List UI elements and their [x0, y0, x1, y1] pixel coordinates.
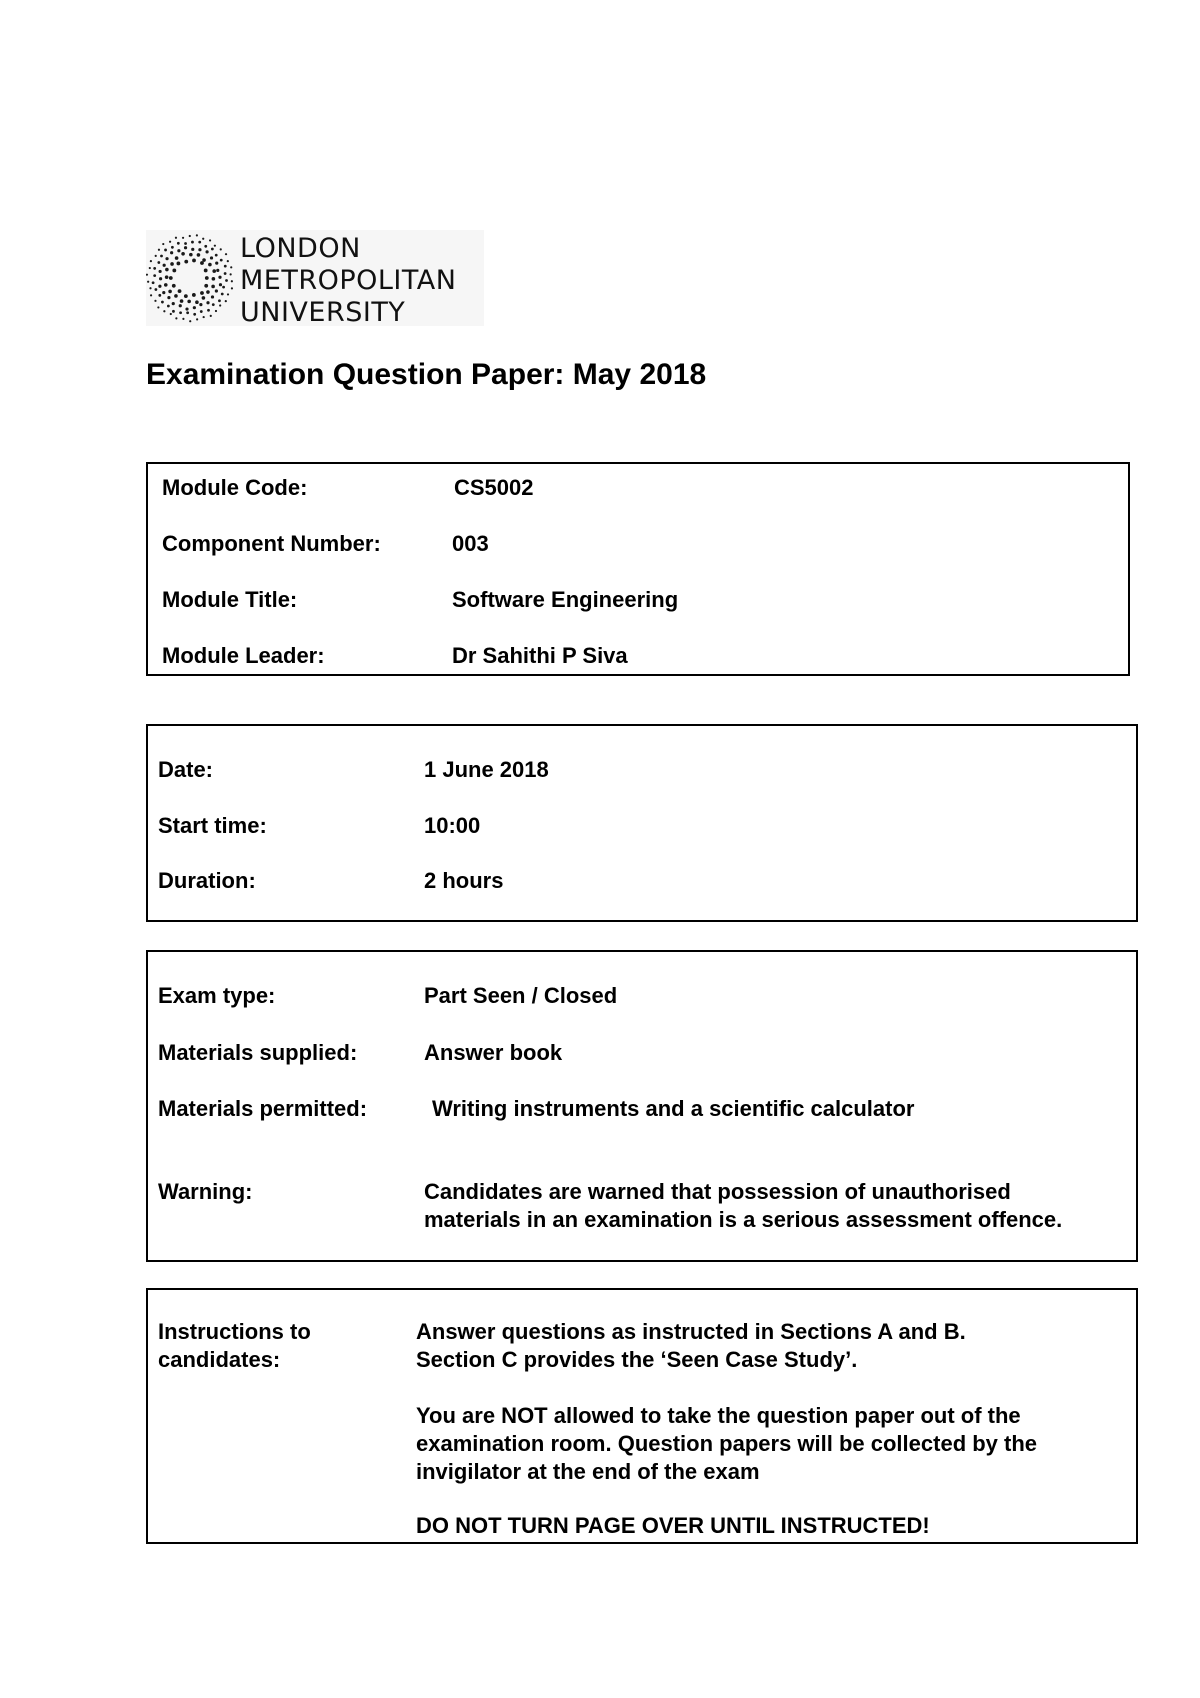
logo-dot: [159, 277, 162, 280]
instructions-paragraph-2: [416, 1402, 1126, 1486]
logo-dot: [204, 269, 208, 273]
schedule-box: [146, 724, 1138, 922]
logo-dot: [218, 299, 221, 302]
logo-dot: [220, 248, 222, 250]
logo-dot: [211, 285, 215, 289]
logo-dot: [177, 242, 180, 245]
logo-dot: [224, 265, 227, 268]
logo-dot: [212, 303, 215, 306]
logo-dot: [157, 261, 160, 264]
logo-dot: [182, 318, 184, 320]
logo-dot: [153, 267, 156, 270]
logo-dot: [149, 267, 151, 269]
instructions-label-line-1: Instructions to: [158, 1319, 311, 1344]
instructions-p2-line-3: invigilator at the end of the exam: [416, 1459, 760, 1484]
logo-dot: [215, 310, 217, 312]
logo-dot: [154, 288, 157, 291]
logo-dot: [218, 276, 221, 279]
logo-dot: [147, 281, 149, 283]
logo-dot: [177, 249, 180, 252]
logo-dot: [175, 256, 179, 260]
logo-dot: [222, 286, 225, 289]
logo-dot: [220, 259, 223, 262]
logo-dot: [178, 289, 182, 293]
date-label: Date:: [158, 757, 214, 782]
instructions-p2-line-2: examination room. Question papers will be collected by the: [416, 1431, 1038, 1456]
instructions-label-line-2: candidates:: [158, 1347, 281, 1372]
logo-dot: [192, 293, 196, 297]
logo-dot: [219, 283, 222, 286]
logo-dot: [230, 266, 232, 268]
logo-dot: [205, 276, 209, 280]
logo-dot: [197, 253, 201, 257]
module-code-value: CS5002: [454, 475, 534, 500]
logo-dot: [215, 289, 218, 292]
logo-dot: [161, 301, 164, 304]
logo-dot: [174, 294, 178, 298]
exam-type-value: Part Seen / Closed: [424, 983, 618, 1008]
logo-dot: [184, 260, 188, 264]
logo-dot: [200, 291, 204, 295]
module-info-box: [146, 462, 1130, 676]
logo-dot: [189, 320, 191, 322]
logo-dot: [187, 300, 191, 304]
start-time-value: 10:00: [424, 813, 481, 838]
logo-dot: [171, 246, 174, 249]
logo-dot: [221, 293, 224, 296]
logo-dot: [150, 260, 152, 262]
logo-dot: [203, 316, 205, 318]
logo-dot: [231, 287, 233, 289]
logo-dot: [172, 302, 175, 305]
logo-dot: [210, 315, 212, 317]
logo-dot: [215, 262, 218, 265]
logo-dot: [185, 307, 188, 310]
logo-dot: [146, 274, 148, 276]
logo-dot: [192, 259, 196, 263]
instructions-p2-line-1: You are NOT allowed to take the question paper out of the: [416, 1403, 1021, 1428]
logo-wordmark: [240, 233, 456, 329]
logo-line-2: METROPOLITAN: [240, 265, 457, 296]
logo-dot: [225, 279, 228, 282]
logo-dot: [207, 309, 210, 312]
logo-dot: [165, 268, 169, 272]
logo-dot: [158, 249, 160, 251]
dotted-circle-logo-icon: [146, 230, 236, 326]
logo-dot: [196, 234, 198, 236]
logo-dot: [193, 313, 196, 316]
logo-dot: [172, 269, 176, 273]
logo-dot: [230, 273, 232, 275]
materials-supplied-value: Answer book: [424, 1040, 563, 1065]
logo-dot: [212, 269, 216, 273]
logo-dot: [206, 290, 210, 294]
logo-dot: [172, 284, 176, 288]
logo-dot: [212, 277, 216, 281]
logo-dot: [191, 241, 194, 244]
logo-dot: [155, 255, 157, 257]
logo-dot: [172, 310, 175, 313]
module-leader-label: Module Leader:: [162, 643, 325, 668]
logo-dot: [208, 263, 212, 267]
instructions-label: [158, 1318, 388, 1374]
logo-dot: [169, 241, 171, 243]
logo-dot: [216, 269, 219, 272]
logo-dot: [158, 294, 161, 297]
logo-dot: [159, 270, 162, 273]
logo-dot: [150, 294, 152, 296]
logo-dot: [219, 304, 221, 306]
start-time-label: Start time:: [158, 813, 267, 838]
logo-dot: [211, 248, 214, 251]
materials-permitted-value: Writing instruments and a scientific calculator: [432, 1096, 915, 1121]
warning-text: Candidates are warned that possession of unauthorised materials in an examination is a serious assessment offence.: [424, 1179, 1063, 1232]
logo-dot: [224, 272, 227, 275]
logo-dot: [184, 294, 188, 298]
logo-dot: [199, 303, 202, 306]
logo-dot: [231, 280, 233, 282]
logo-dot: [158, 285, 161, 288]
logo-dot: [186, 311, 189, 314]
logo-dot: [167, 296, 170, 299]
logo-dot: [202, 238, 204, 240]
logo-dot: [215, 254, 218, 257]
logo-dot: [180, 299, 184, 303]
logo-dot: [227, 260, 229, 262]
exam-conditions-box: [146, 950, 1138, 1262]
page-title: Examination Question Paper: May 2018: [146, 358, 707, 391]
logo-dot: [175, 317, 177, 319]
logo-dot: [206, 301, 209, 304]
logo-dot: [149, 287, 151, 289]
materials-permitted-label: Materials permitted:: [158, 1096, 368, 1121]
logo-dot: [200, 310, 203, 313]
logo-dot: [165, 257, 168, 260]
logo-dot: [179, 311, 182, 314]
logo-dot: [189, 253, 193, 257]
logo-line-3: UNIVERSITY: [240, 297, 406, 328]
logo-dot: [177, 262, 181, 266]
component-number-value: 003: [452, 531, 489, 556]
logo-dot: [214, 245, 216, 247]
logo-dot: [164, 249, 167, 252]
logo-dot: [160, 255, 163, 258]
instructions-box: [146, 1288, 1138, 1544]
component-number-label: Component Number:: [162, 531, 381, 556]
logo-dot: [202, 258, 206, 262]
university-logo: [146, 230, 484, 326]
logo-dot: [196, 318, 198, 320]
logo-dot: [153, 274, 156, 277]
exam-type-label: Exam type:: [158, 983, 276, 1008]
logo-dot: [162, 243, 164, 245]
logo-dot: [198, 241, 201, 244]
module-leader-value: Dr Sahithi P Siva: [452, 643, 628, 668]
logo-line-1: LONDON: [240, 233, 361, 264]
logo-dot: [163, 310, 165, 312]
logo-dot: [193, 306, 196, 309]
logo-dot: [175, 237, 177, 239]
logo-dot: [225, 300, 227, 302]
logo-dot: [162, 291, 165, 294]
materials-supplied-label: Materials supplied:: [158, 1040, 358, 1065]
logo-dot: [189, 235, 191, 237]
logo-dot: [154, 300, 156, 302]
logo-dot: [204, 284, 208, 288]
instructions-paragraph-1: [416, 1318, 1126, 1374]
logo-dot: [191, 248, 194, 251]
module-title-label: Module Title:: [162, 587, 298, 612]
duration-label: Duration:: [158, 868, 256, 893]
logo-dot: [165, 275, 169, 279]
logo-dot: [227, 293, 229, 295]
logo-dot: [182, 237, 184, 239]
logo-dot: [167, 305, 170, 308]
logo-dot: [211, 295, 214, 298]
logo-dot: [163, 264, 166, 267]
do-not-turn-notice: DO NOT TURN PAGE OVER UNTIL INSTRUCTED!: [416, 1513, 930, 1538]
logo-dot: [168, 290, 172, 294]
duration-value: 2 hours: [424, 868, 504, 893]
logo-dot: [225, 253, 227, 255]
logo-dot: [205, 250, 208, 253]
logo-dot: [164, 283, 168, 287]
logo-dot: [202, 296, 206, 300]
logo-dot: [170, 262, 174, 266]
logo-dot: [170, 251, 173, 254]
module-code-label: Module Code:: [162, 475, 308, 500]
instructions-p1-line-1: Answer questions as instructed in Sections A and B.: [416, 1319, 966, 1344]
module-title-value: Software Engineering: [452, 587, 679, 612]
logo-dot: [198, 248, 201, 251]
logo-dot: [179, 304, 182, 307]
instructions-p1-line-2: Section C provides the ‘Seen Case Study’.: [416, 1347, 858, 1372]
date-value: 1 June 2018: [424, 757, 549, 782]
logo-dot: [170, 313, 172, 315]
logo-dot: [152, 281, 155, 284]
logo-dot: [209, 239, 211, 241]
logo-dot: [169, 276, 173, 280]
logo-dot: [195, 300, 199, 304]
logo-dot: [204, 245, 207, 248]
logo-dot: [184, 242, 187, 245]
logo-dot: [210, 256, 213, 259]
warning-label: Warning:: [158, 1179, 253, 1204]
logo-dot: [184, 246, 187, 249]
logo-dot: [157, 306, 159, 308]
logo-dot: [181, 252, 185, 256]
